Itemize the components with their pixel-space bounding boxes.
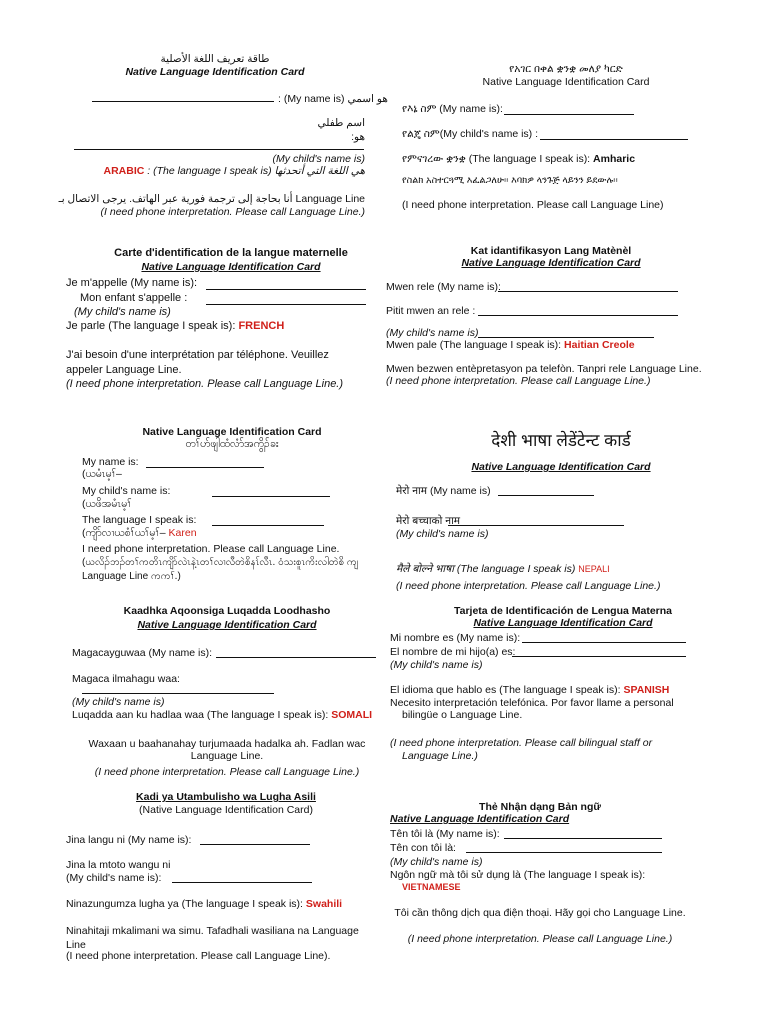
spanish-subtitle: Native Language Identification Card bbox=[473, 617, 653, 629]
haitian-name-label: Mwen rele (My name is): bbox=[386, 281, 501, 293]
somali-phone-so1: Waxaan u baahanahay turjumaada hadalka ah. Fadlan wac bbox=[88, 738, 366, 750]
spanish-child-label-en: (My child's name is) bbox=[390, 659, 483, 671]
spanish-phone-en1: (I need phone interpretation. Please call bilingual staff or bbox=[390, 737, 653, 749]
arabic-card bbox=[58, 52, 388, 227]
french-child-label-en: (My child's name is) bbox=[74, 306, 171, 318]
french-language-line bbox=[66, 319, 284, 334]
amharic-phone-en: (I need phone interpretation. Please call Language Line) bbox=[402, 199, 664, 211]
spanish-card bbox=[390, 604, 736, 764]
french-name-field[interactable] bbox=[206, 288, 366, 290]
vietnamese-language-label: Ngôn ngữ mà tôi sử dụng là (The language I speak is): bbox=[390, 869, 646, 881]
french-name-label: Je m'appelle (My name is): bbox=[66, 277, 198, 289]
nepali-title: देशी भाषा लेडेंटेन्ट कार्ड bbox=[491, 431, 631, 450]
haitian-name-field[interactable] bbox=[498, 290, 678, 292]
amharic-language-label: የምናገረው ቋንቋ (The language I speak is): bbox=[402, 153, 591, 165]
french-child-label: Mon enfant s'appelle : bbox=[80, 292, 188, 304]
vietnamese-title: Thẻ Nhận dạng Bản ngữ bbox=[479, 801, 601, 813]
somali-name-field[interactable] bbox=[216, 656, 376, 658]
nepali-language-label: मैले बोल्ने भाषा (The language I speak is) bbox=[396, 563, 576, 575]
arabic-language-label: : (The language I speak is) هي اللغة التي أتحدثها bbox=[147, 165, 365, 177]
haitian-child-label: Pitit mwen an rele : bbox=[386, 305, 476, 317]
amharic-child-label: የልጄ ስም(My child's name is) : bbox=[402, 128, 538, 140]
karen-language-field[interactable] bbox=[212, 524, 324, 526]
haitian-language-value: Haitian Creole bbox=[564, 339, 635, 351]
karen-name-kar: (ယမံၤမ့ၢ်– bbox=[82, 468, 122, 480]
nepali-card bbox=[396, 430, 736, 595]
somali-child-field[interactable] bbox=[82, 692, 274, 694]
karen-language-kar-line bbox=[82, 526, 197, 540]
french-title: Carte d'identification de la langue maternelle bbox=[114, 247, 348, 259]
swahili-title: Kadi ya Utambulisho wa Lugha Asili bbox=[136, 791, 316, 803]
arabic-child-label-en: (My child's name is) bbox=[272, 153, 365, 165]
arabic-title: طاقة تعريف اللغة الأصلية bbox=[160, 53, 270, 65]
swahili-language-label: Ninazungumza lugha ya (The language I speak is): bbox=[66, 898, 303, 910]
vietnamese-language-value: VIETNAMESE bbox=[402, 882, 461, 892]
spanish-name-field[interactable] bbox=[522, 641, 686, 643]
french-phone-en: (I need phone interpretation. Please call Language Line.) bbox=[66, 378, 344, 390]
vietnamese-child-label: Tên con tôi là: bbox=[390, 842, 456, 854]
amharic-title: የአገር በቀል ቋንቋ መለያ ካርድ bbox=[509, 63, 623, 75]
spanish-phone-es2: bilingüe o Language Line. bbox=[402, 709, 523, 721]
vietnamese-card bbox=[390, 800, 736, 970]
haitian-card bbox=[386, 244, 736, 394]
karen-child-field[interactable] bbox=[212, 495, 330, 497]
karen-child-kar: (ယဖိအမံၤမ့ၢ် bbox=[82, 498, 132, 510]
somali-subtitle: Native Language Identification Card bbox=[137, 619, 317, 631]
amharic-name-label: የእኔ ስም (My name is): bbox=[402, 103, 503, 115]
nepali-phone-en: (I need phone interpretation. Please call Language Line.) bbox=[396, 580, 661, 592]
nepali-language-line bbox=[396, 562, 610, 576]
haitian-phone-ht: Mwen bezwen entèpretasyon pa telefòn. Tanpri rele Language Line. bbox=[386, 363, 702, 375]
somali-child-label-en: (My child's name is) bbox=[72, 696, 165, 708]
nepali-child-label: मेरो बच्चाको नाम bbox=[396, 515, 461, 527]
french-card bbox=[66, 246, 376, 396]
spanish-child-field[interactable] bbox=[512, 655, 686, 657]
arabic-name-field[interactable] bbox=[92, 100, 274, 102]
vietnamese-phone-en: (I need phone interpretation. Please call Language Line.) bbox=[407, 933, 673, 945]
somali-name-label: Magacayguwaa (My name is): bbox=[72, 647, 213, 659]
spanish-language-label: El idioma que hablo es (The language I speak is): bbox=[390, 684, 621, 696]
somali-child-label: Magaca ilmahagu waa: bbox=[72, 673, 180, 685]
nepali-language-value: NEPALI bbox=[578, 564, 610, 574]
arabic-language-value: ARABIC bbox=[103, 165, 145, 177]
swahili-language-line bbox=[66, 897, 342, 911]
spanish-phone-es1: Necesito interpretación telefónica. Por favor llame a personal bbox=[390, 697, 674, 709]
haitian-title: Kat idantifikasyon Lang Matènèl bbox=[470, 245, 632, 257]
somali-language-label: Luqadda aan ku hadlaa waa (The language I speak is): bbox=[72, 709, 329, 721]
vietnamese-child-label-en: (My child's name is) bbox=[390, 856, 483, 868]
swahili-name-label: Jina langu ni (My name is): bbox=[66, 834, 192, 846]
somali-language-line bbox=[72, 708, 372, 722]
karen-title-kar: တၢ်ဟ်ဖျါထံလံာ်အကွိၣ်ခး bbox=[185, 438, 279, 450]
swahili-subtitle: (Native Language Identification Card) bbox=[139, 804, 313, 816]
nepali-name-field[interactable] bbox=[498, 494, 594, 496]
nepali-subtitle: Native Language Identification Card bbox=[471, 461, 651, 473]
spanish-child-label: El nombre de mi hijo(a) es: bbox=[390, 646, 516, 658]
nepali-child-field[interactable] bbox=[448, 524, 624, 526]
haitian-language-line bbox=[386, 338, 635, 352]
spanish-phone-en2: Language Line.) bbox=[402, 750, 478, 762]
somali-phone-so2: Language Line. bbox=[190, 750, 264, 762]
arabic-child-field[interactable] bbox=[74, 148, 364, 150]
french-language-value: FRENCH bbox=[238, 320, 285, 332]
haitian-subtitle: Native Language Identification Card bbox=[461, 257, 641, 269]
arabic-child-label-ar: اسم طفلي bbox=[317, 117, 365, 129]
arabic-phone-ar: أنا بحاجة إلى ترجمة فورية عبر الهاتف. يرجى الاتصال بـ Language Line bbox=[58, 193, 365, 205]
swahili-child-field[interactable] bbox=[172, 881, 312, 883]
swahili-language-value: Swahili bbox=[305, 898, 343, 910]
amharic-phone-am: የስልክ አስተርጓሚ እፈልጋለሁ፡፡ እባክዎ ላንጉጅ ላይንን ይደውሉ፡፡ bbox=[402, 175, 618, 186]
swahili-phone-en: (I need phone interpretation. Please call Language Line). bbox=[66, 950, 331, 962]
haitian-child-label-en: (My child's name is) bbox=[386, 327, 479, 339]
arabic-phone-en: (I need phone interpretation. Please call Language Line.) bbox=[100, 206, 365, 218]
amharic-name-field[interactable] bbox=[504, 113, 634, 115]
spanish-title: Tarjeta de Identificación de Lengua Materna bbox=[453, 605, 673, 617]
vietnamese-subtitle: Native Language Identification Card bbox=[390, 813, 570, 825]
arabic-language-line bbox=[104, 164, 365, 178]
karen-name-label: My name is: bbox=[82, 456, 139, 468]
haitian-child-field[interactable] bbox=[478, 314, 678, 316]
swahili-card bbox=[66, 790, 386, 965]
amharic-child-field[interactable] bbox=[540, 138, 688, 140]
karen-phone-kar: (ယလိၣ်ဘၣ်တၢ်ကတိၤကျိာ်လဲၤနဲ့ၤတၢ်လၢလီတဲစိနၤ်လီၤ. ဝံသးစူၤကိးလါတဲစိ ကျ Language Line ကကၢ်.) bbox=[82, 557, 359, 582]
french-subtitle: Native Language Identification Card bbox=[141, 261, 321, 273]
swahili-phone-sw: Ninahitaji mkalimani wa simu. Tafadhali wasiliana na Language Line bbox=[66, 925, 359, 952]
arabic-name-label: : (My name is) هو اسمي bbox=[278, 93, 388, 105]
haitian-phone-en: (I need phone interpretation. Please call Language Line.) bbox=[386, 375, 651, 387]
karen-language-value: Karen bbox=[168, 527, 197, 539]
swahili-child-label: Jina la mtoto wangu ni bbox=[66, 859, 171, 871]
haitian-language-label: Mwen pale (The language I speak is): bbox=[386, 339, 562, 351]
karen-language-label: The language I speak is: bbox=[82, 514, 197, 526]
swahili-child-label-en: (My child's name is): bbox=[66, 872, 162, 884]
amharic-card bbox=[396, 62, 736, 222]
karen-language-kar: (ကျိာ်လၢယစံၢ်ယၢ်မ့ၢ်– bbox=[82, 527, 166, 539]
swahili-name-field[interactable] bbox=[200, 843, 310, 845]
somali-title: Kaadhka Aqoonsiga Luqadda Loodhasho bbox=[123, 605, 331, 617]
karen-phone-en: I need phone interpretation. Please call Language Line. bbox=[82, 543, 340, 555]
spanish-language-value: SPANISH bbox=[623, 684, 670, 696]
vietnamese-child-field[interactable] bbox=[466, 851, 662, 853]
amharic-language-line bbox=[402, 152, 635, 166]
karen-child-label: My child's name is: bbox=[82, 485, 171, 497]
nepali-child-label-en: (My child's name is) bbox=[396, 528, 489, 540]
amharic-subtitle: Native Language Identification Card bbox=[482, 76, 650, 88]
vietnamese-name-label: Tên tôi là (My name is): bbox=[390, 828, 500, 840]
somali-card bbox=[72, 604, 382, 779]
french-child-field[interactable] bbox=[206, 303, 366, 305]
somali-phone-en: (I need phone interpretation. Please call Language Line.) bbox=[94, 766, 360, 778]
amharic-language-value: Amharic bbox=[593, 153, 636, 165]
arabic-subtitle: Native Language Identification Card bbox=[125, 66, 305, 78]
french-language-label: Je parle (The language I speak is): bbox=[66, 320, 236, 332]
french-phone-fr: J'ai besoin d'une interprétation par téléphone. Veuillez appeler Language Line. bbox=[66, 349, 329, 376]
arabic-child-label-ar2: هو: bbox=[351, 131, 365, 143]
vietnamese-name-field[interactable] bbox=[504, 837, 662, 839]
vietnamese-phone-vi: Tôi cần thông dịch qua điện thoại. Hãy gọi cho Language Line. bbox=[394, 907, 686, 919]
spanish-name-label: Mi nombre es (My name is): bbox=[390, 632, 521, 644]
nepali-name-label: मेरो नाम (My name is) bbox=[396, 485, 491, 497]
karen-card bbox=[82, 425, 382, 590]
karen-name-field[interactable] bbox=[146, 466, 264, 468]
somali-language-value: SOMALI bbox=[331, 709, 373, 721]
karen-title: Native Language Identification Card bbox=[142, 426, 322, 438]
